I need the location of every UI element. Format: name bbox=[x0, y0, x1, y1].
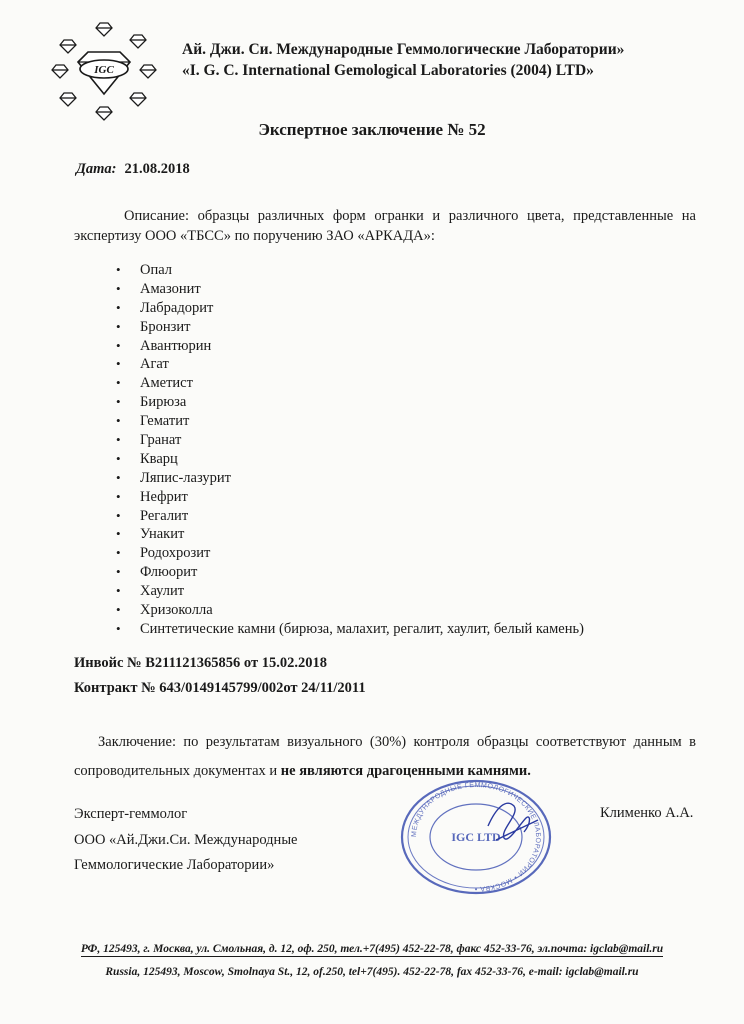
expert-name: Клименко А.А. bbox=[600, 805, 694, 821]
date-row bbox=[76, 161, 190, 178]
diamond-icon bbox=[60, 40, 76, 53]
invoice-line: Инвойс № В211121365856 от 15.02.2018 bbox=[74, 655, 327, 671]
expert-org-line1: ООО «Ай.Джи.Си. Международные bbox=[74, 832, 298, 848]
list-item: • Унакит bbox=[116, 525, 584, 544]
expert-org-line2: Геммологические Лаборатории» bbox=[74, 857, 275, 873]
expert-role: Эксперт-геммолог bbox=[74, 806, 188, 822]
official-stamp bbox=[396, 778, 556, 896]
diamond-icon bbox=[96, 107, 112, 120]
diamond-icon bbox=[52, 65, 68, 78]
svg-text:IGC: IGC bbox=[94, 64, 114, 76]
list-item: • Ляпис-лазурит bbox=[116, 469, 584, 488]
list-item: • Гематит bbox=[116, 412, 584, 431]
document-title: Экспертное заключение № 52 bbox=[258, 120, 486, 139]
diamond-icon bbox=[140, 65, 156, 78]
list-item: • Нефрит bbox=[116, 488, 584, 507]
org-name-ru: Ай. Джи. Си. Международные Геммологические Лаборатории» bbox=[182, 41, 625, 58]
list-item: • Амазонит bbox=[116, 280, 584, 299]
date-label: Дата: bbox=[76, 161, 117, 177]
footer-ru-text: РФ, 125493, г. Москва, ул. Смольная, д. 12, оф. 250, тел.+7(495) 452-22-78, факс 452-33-76, эл.почта: igclab@mail.ru bbox=[80, 943, 664, 955]
company-logo bbox=[50, 22, 160, 130]
diamond-icon bbox=[130, 35, 146, 48]
diamond-icon bbox=[60, 93, 76, 106]
list-item: • Бронзит bbox=[116, 318, 584, 337]
conclusion-text: Заключение: по результатам визуального (30%) контроля образцы соответствуют данным в сопроводительных документах и bbox=[74, 734, 696, 779]
list-item: • Хаулит bbox=[116, 582, 584, 601]
date-value: 21.08.2018 bbox=[124, 161, 190, 177]
description bbox=[74, 206, 696, 246]
list-item: • Гранат bbox=[116, 431, 584, 450]
list-item: • Кварц bbox=[116, 450, 584, 469]
conclusion bbox=[74, 728, 696, 786]
list-item: • Флюорит bbox=[116, 563, 584, 582]
org-name-en: «I. G. C. International Gemological Laboratories (2004) LTD» bbox=[182, 62, 594, 79]
description-text: Описание: образцы различных форм огранки и различного цвета, представленные на экспертизу ООО «ТБСС» по поручению ЗАО «АРКАДА»: bbox=[74, 208, 696, 244]
diamond-icon bbox=[96, 23, 112, 36]
list-item: • Хризоколла bbox=[116, 601, 584, 620]
list-item: • Лабрадорит bbox=[116, 299, 584, 318]
list-item: • Регалит bbox=[116, 507, 584, 526]
footer-address-en: Russia, 125493, Moscow, Smolnaya St., 12, of.250, tel+7(495). 452-22-78, fax 452-33-76, e-mail: igclab@mail.ru bbox=[105, 966, 639, 978]
conclusion-bold: не являются драгоценными камнями. bbox=[280, 763, 531, 779]
list-item: • Аметист bbox=[116, 374, 584, 393]
footer-address-ru bbox=[0, 943, 744, 955]
list-item: • Родохрозит bbox=[116, 544, 584, 563]
list-item: • Синтетические камни (бирюза, малахит, регалит, хаулит, белый камень) bbox=[116, 620, 584, 639]
svg-text:МЕЖДУНАРОДНЫЕ ГЕММОЛОГИЧЕСКИЕ: МЕЖДУНАРОДНЫЕ ГЕММОЛОГИЧЕСКИЕ ЛАБОРАТОРИИ • МОСКВА • bbox=[410, 781, 542, 893]
diamond-icon bbox=[130, 93, 146, 106]
contract-line: Контракт № 643/0149145799/002от 24/11/2011 bbox=[74, 680, 366, 696]
list-item: • Бирюза bbox=[116, 393, 584, 412]
svg-text:IGC LTD: IGC LTD bbox=[451, 830, 501, 844]
list-item: • Опал bbox=[116, 261, 584, 280]
list-item: • Агат bbox=[116, 355, 584, 374]
stones-list bbox=[116, 261, 584, 639]
list-item: • Авантюрин bbox=[116, 337, 584, 356]
